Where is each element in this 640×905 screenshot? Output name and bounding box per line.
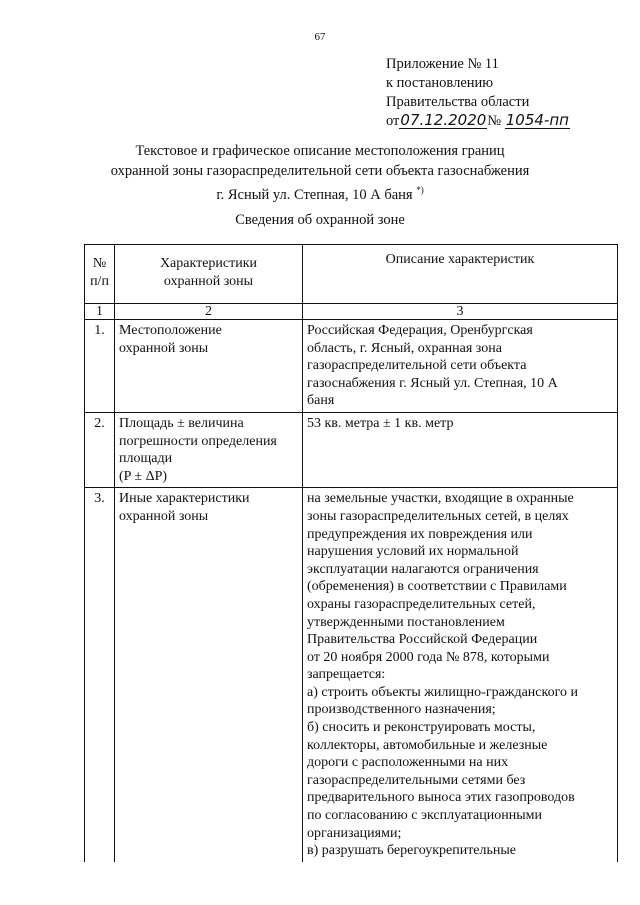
row-characteristic: Площадь ± величина погрешности определения площади (P ± ΔP) [115, 412, 303, 487]
table-header-row [85, 245, 618, 304]
appendix-line-1: Приложение № 11 [386, 56, 499, 72]
appendix-date-line [386, 112, 626, 131]
row-description: 53 кв. метра ± 1 кв. метр [303, 412, 618, 487]
appendix-line-2: к постановлению [386, 75, 494, 91]
table-row [85, 412, 618, 487]
row-number: 2. [85, 412, 115, 487]
footnote-mark: *) [416, 185, 424, 195]
header-description: Описание характеристик [303, 245, 618, 304]
section-subtitle: Сведения об охранной зоне [235, 212, 405, 228]
document-title [0, 142, 640, 205]
number-prefix: № [487, 113, 502, 129]
title-line-3 [0, 181, 640, 205]
row-characteristic: Местоположение охранной зоны [115, 320, 303, 413]
title-line-1: Текстовое и графическое описание местоположения границ [135, 143, 505, 159]
appendix-block [386, 55, 626, 131]
title-line-3-text: г. Ясный ул. Степная, 10 А баня [216, 186, 413, 203]
title-line-2: охранной зоны газораспределительной сети объекта газоснабжения [110, 162, 530, 179]
table-row [85, 320, 618, 413]
column-number: 1 [85, 304, 115, 320]
column-number-row [85, 304, 618, 320]
handwritten-date: 07.12.2020 [400, 111, 487, 129]
column-number: 2 [115, 304, 303, 320]
row-description: на земельные участки, входящие в охранные зоны газораспределительных сетей, в целях предупреждения их повреждения или нарушения условий их нормальной эксплуатации налагаются ограничения (обременения) в соответствии с Правилами охраны газораспределительных сетей, утвержденными постановлением Правительства Российской Федерации от 20 ноября 2000 года № 878, которыми запрещается: а) строить объекты жилищно-гражданского и производственного назначения; б) сносить и реконструировать мосты, коллекторы, автомобильные и железные дороги с расположенными на них газораспределительными сетями без предварительного выноса этих газопроводов по согласованию с эксплуатационными организациями; в) разрушать берегоукрепительные [303, 488, 618, 862]
row-characteristic: Иные характеристики охранной зоны [115, 488, 303, 862]
page-number: 67 [314, 31, 326, 43]
header-characteristics: Характеристики охранной зоны [115, 245, 303, 304]
table-row [85, 488, 618, 862]
date-prefix: от [386, 113, 400, 129]
row-number: 1. [85, 320, 115, 413]
header-number: № п/п [85, 245, 115, 304]
row-number: 3. [85, 488, 115, 862]
appendix-line-3: Правительства области [386, 94, 530, 110]
protection-zone-table [84, 244, 618, 862]
handwritten-number: 1054-пп [505, 111, 569, 129]
row-description: Российская Федерация, Оренбургская область, г. Ясный, охранная зона газораспределительной сети объекта газоснабжения г. Ясный ул. Степная, 10 А баня [303, 320, 618, 413]
column-number: 3 [303, 304, 618, 320]
